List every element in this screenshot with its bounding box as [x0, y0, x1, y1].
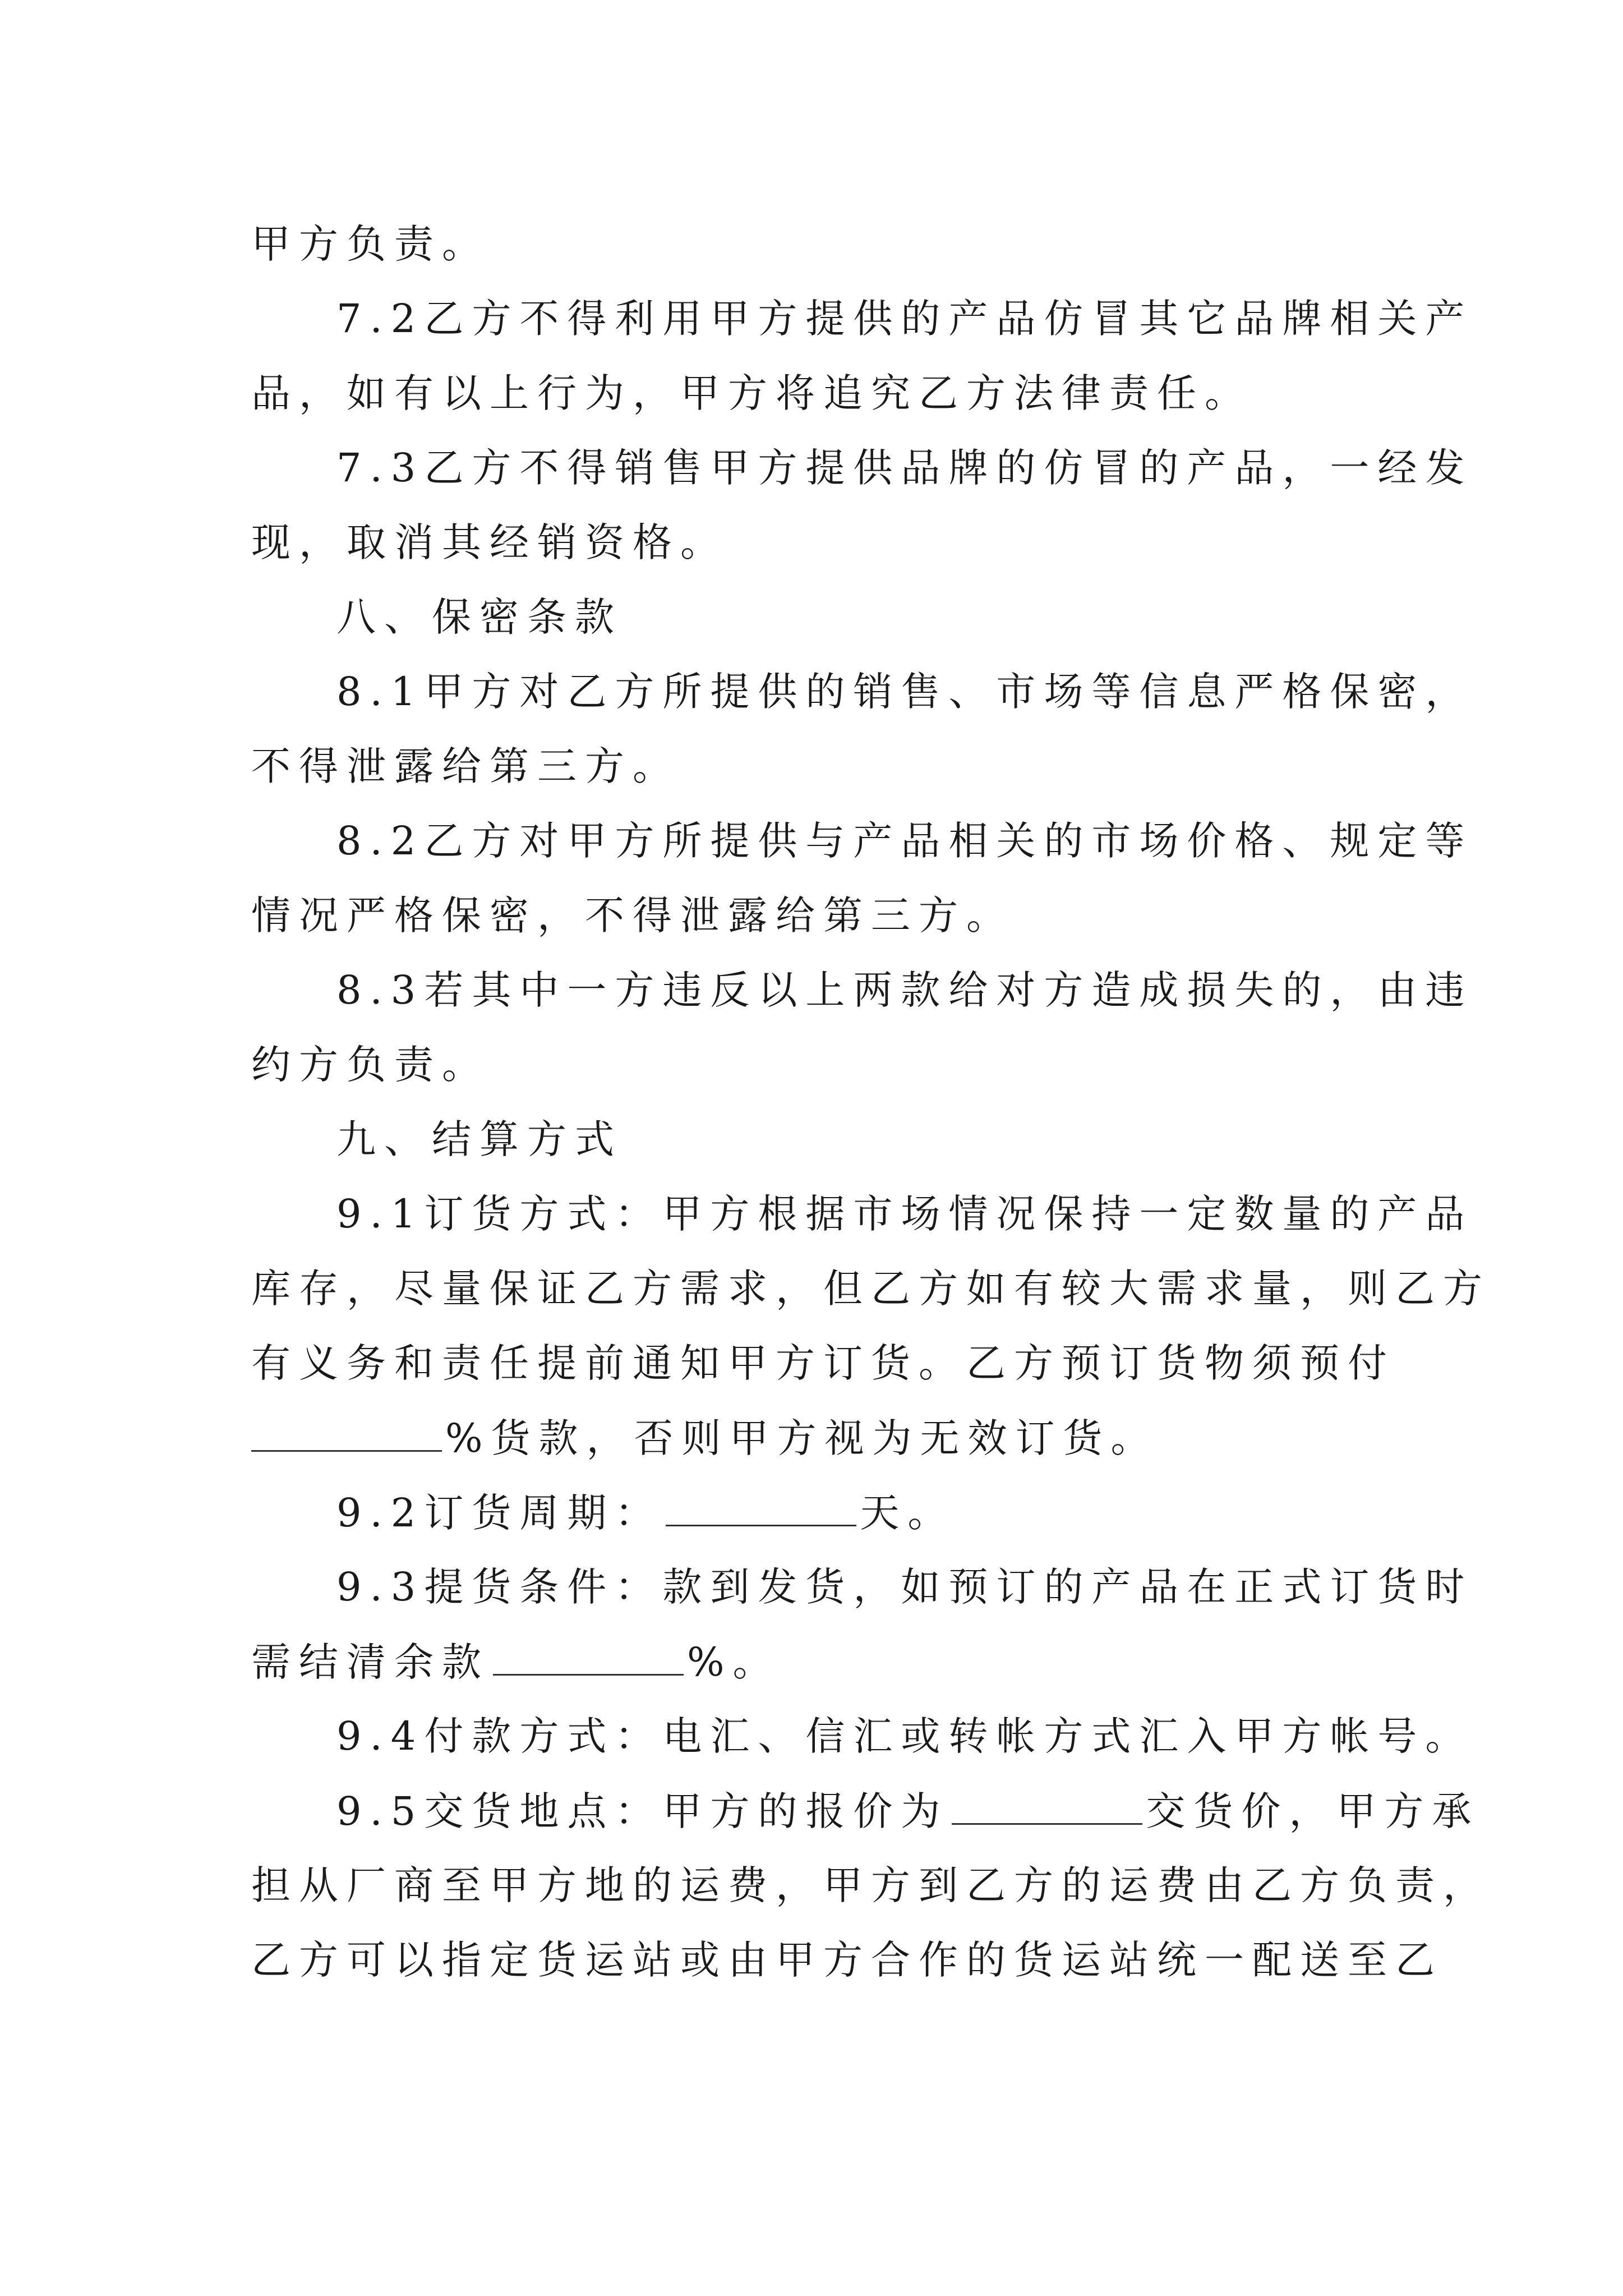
text-line [336, 1484, 955, 1540]
section-heading: 九、结算方式 [336, 1116, 623, 1162]
text-line: 乙方可以指定货运站或由甲方合作的货运站统一配送至乙 [251, 1937, 1443, 1983]
text-line [251, 1634, 781, 1690]
text-line [336, 1783, 1479, 1839]
text-line: 不得泄露给第三方。 [251, 743, 680, 789]
fill-in-blank[interactable] [952, 1783, 1142, 1825]
text-line: 甲方负责。 [251, 221, 490, 267]
text-fragment: 9.2订货周期： [336, 1490, 663, 1536]
text-line: 约方负责。 [251, 1042, 490, 1088]
text-line: 有义务和责任提前通知甲方订货。乙方预订货物须预付 [251, 1340, 1395, 1386]
text-line: 9.3提货条件：款到发货，如预订的产品在正式订货时 [336, 1564, 1473, 1610]
text-line: 7.2乙方不得利用甲方提供的产品仿冒其它品牌相关产 [336, 296, 1473, 342]
text-line: 9.4付款方式：电汇、信汇或转帐方式汇入甲方帐号。 [336, 1713, 1473, 1759]
text-fragment: %货款，否则甲方视为无效订货。 [445, 1415, 1159, 1461]
fill-in-blank[interactable] [666, 1484, 856, 1526]
text-line: 7.3乙方不得销售甲方提供品牌的仿冒的产品，一经发 [336, 445, 1473, 491]
text-line: 现，取消其经销资格。 [251, 519, 728, 565]
text-line [251, 1410, 1159, 1466]
text-line: 8.3若其中一方违反以上两款给对方造成损失的，由违 [336, 967, 1473, 1013]
text-line: 品，如有以上行为，甲方将追究乙方法律责任。 [251, 370, 1252, 416]
text-line: 8.1甲方对乙方所提供的销售、市场等信息严格保密， [336, 669, 1473, 715]
text-fragment: 9.5交货地点：甲方的报价为 [336, 1788, 949, 1834]
fill-in-blank[interactable] [493, 1634, 684, 1676]
text-fragment: 天。 [860, 1490, 956, 1536]
text-line: 担从厂商至甲方地的运费，甲方到乙方的运费由乙方负责， [251, 1862, 1491, 1908]
text-fragment: %。 [687, 1639, 781, 1685]
text-line: 8.2乙方对甲方所提供与产品相关的市场价格、规定等 [336, 818, 1473, 864]
text-line: 库存，尽量保证乙方需求，但乙方如有较大需求量，则乙方 [251, 1266, 1491, 1312]
text-line: 情况严格保密，不得泄露给第三方。 [251, 892, 1014, 938]
text-fragment: 需结清余款 [251, 1639, 490, 1685]
text-fragment: 交货价，甲方承 [1146, 1788, 1480, 1834]
fill-in-blank[interactable] [251, 1410, 442, 1452]
text-line: 9.1订货方式：甲方根据市场情况保持一定数量的产品 [336, 1191, 1473, 1237]
section-heading: 八、保密条款 [336, 594, 623, 640]
